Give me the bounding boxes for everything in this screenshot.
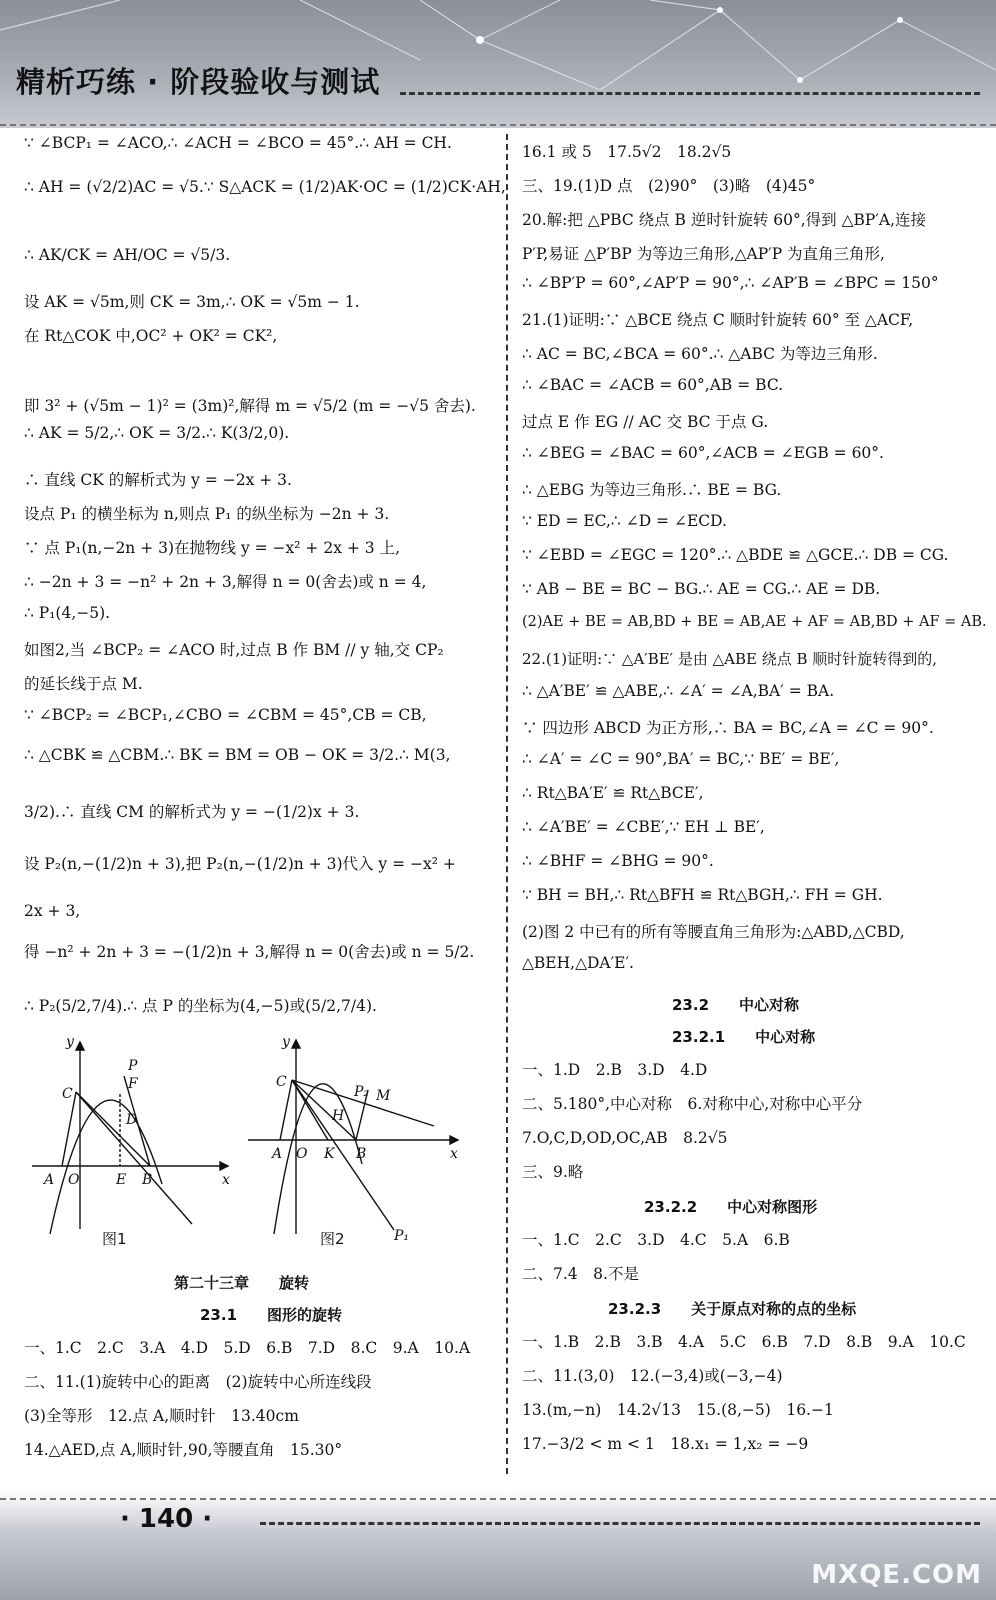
right-line: ∴ ∠A′ = ∠C = 90°,BA′ = BC,∵ BE′ = BE′, bbox=[522, 750, 840, 768]
fig2-label-a: A bbox=[272, 1146, 283, 1162]
left-line: ∵ ∠BCP₁ = ∠ACO,∴ ∠ACH = ∠BCO = 45°.∴ AH = CH. bbox=[24, 134, 452, 152]
left-line: ∴ AK = 5/2,∴ OK = 3/2.∴ K(3/2,0). bbox=[24, 424, 290, 442]
right-line: ∴ △A′BE′ ≌ △ABE,∴ ∠A′ = ∠A,BA′ = BA. bbox=[522, 682, 835, 700]
section-title: 23.1 图形的旋转 bbox=[200, 1306, 343, 1324]
right-line: 22.(1)证明:∵ △A′BE′ 是由 △ABE 绕点 B 顺时针旋转得到的, bbox=[522, 650, 938, 668]
left-line: 2x + 3, bbox=[24, 902, 81, 920]
answer-line: 7.O,C,D,OD,OC,AB 8.2√5 bbox=[522, 1129, 728, 1147]
answer-line: 14.△AED,点 A,顺时针,90,等腰直角 15.30° bbox=[24, 1441, 343, 1459]
right-line: △BEH,△DA′E′. bbox=[522, 954, 634, 972]
fig1-label-o: O bbox=[68, 1172, 80, 1188]
page-header bbox=[0, 0, 996, 128]
header-dash-rule bbox=[400, 92, 980, 95]
left-line: ∵ ∠BCP₂ = ∠BCP₁,∠CBO = ∠CBM = 45°,CB = CB, bbox=[24, 706, 427, 724]
right-line: ∵ BH = BH,∴ Rt△BFH ≌ Rt△BGH,∴ FH = GH. bbox=[522, 886, 883, 904]
left-line: ∵ 点 P₁(n,−2n + 3)在抛物线 y = −x² + 2x + 3 上, bbox=[24, 539, 401, 557]
section-title: 23.2 中心对称 bbox=[672, 996, 800, 1014]
footer-dash-rule bbox=[260, 1522, 980, 1525]
right-line: ∴ ∠BEG = ∠BAC = 60°,∠ACB = ∠EGB = 60°. bbox=[522, 444, 884, 462]
right-line: 三、19.(1)D 点 (2)90° (3)略 (4)45° bbox=[522, 177, 816, 195]
left-line: ∴ −2n + 3 = −n² + 2n + 3,解得 n = 0(舍去)或 n = 4, bbox=[24, 573, 427, 591]
left-line: ∴ AK/CK = AH/OC = √5/3. bbox=[24, 246, 231, 264]
left-line: 设 AK = √5m,则 CK = 3m,∴ OK = √5m − 1. bbox=[24, 293, 360, 311]
fig2-label-p2: P₂ bbox=[354, 1084, 370, 1100]
page-number: · 140 · bbox=[120, 1504, 213, 1534]
watermark-text: MXQE.COM bbox=[811, 1560, 982, 1590]
right-line: ∴ Rt△BA′E′ ≌ Rt△BCE′, bbox=[522, 784, 704, 802]
left-line: 设点 P₁ 的横坐标为 n,则点 P₁ 的纵坐标为 −2n + 3. bbox=[24, 505, 390, 523]
left-line: ∴ △CBK ≌ △CBM.∴ BK = BM = OB − OK = 3/2.∴ M(3, bbox=[24, 746, 451, 764]
header-title: 精析巧练 · 阶段验收与测试 bbox=[16, 65, 381, 99]
fig2-label-b: B bbox=[356, 1146, 367, 1162]
right-line: 16.1 或 5 17.5√2 18.2√5 bbox=[522, 143, 732, 161]
fig2-label-h: H bbox=[332, 1108, 345, 1124]
chapter-title: 第二十三章 旋转 bbox=[174, 1274, 310, 1292]
column-divider bbox=[506, 134, 508, 1474]
left-line: ∴ 直线 CK 的解析式为 y = −2x + 3. bbox=[24, 471, 292, 489]
fig1-label-d: D bbox=[126, 1112, 138, 1128]
answer-line: 二、11.(3,0) 12.(−3,4)或(−3,−4) bbox=[522, 1367, 783, 1385]
subsection-title: 23.2.3 关于原点对称的点的坐标 bbox=[608, 1300, 857, 1318]
right-line: 20.解:把 △PBC 绕点 B 逆时针旋转 60°,得到 △BP′A,连接 bbox=[522, 211, 926, 229]
right-line: P′P,易证 △P′BP 为等边三角形,△AP′P 为直角三角形, bbox=[522, 245, 885, 263]
answer-line: 13.(m,−n) 14.2√13 15.(8,−5) 16.−1 bbox=[522, 1401, 834, 1419]
answer-line: 17.−3/2 < m < 1 18.x₁ = 1,x₂ = −9 bbox=[522, 1435, 809, 1453]
fig2-label-k: K bbox=[324, 1146, 335, 1162]
right-line: ∴ △EBG 为等边三角形.∴ BE = BG. bbox=[522, 481, 782, 499]
right-line: ∴ ∠A′BE′ = ∠CBE′,∵ EH ⊥ BE′, bbox=[522, 818, 765, 836]
figure-1 bbox=[32, 1034, 242, 1234]
fig1-label-c: C bbox=[62, 1086, 73, 1102]
fig1-label-y: y bbox=[66, 1034, 74, 1050]
fig1-label-a: A bbox=[44, 1172, 55, 1188]
right-line: ∵ ∠EBD = ∠EGC = 120°.∴ △BDE ≌ △GCE.∴ DB = CG. bbox=[522, 546, 949, 564]
fig2-label-x: x bbox=[450, 1146, 458, 1162]
answer-line: (3)全等形 12.点 A,顺时针 13.40cm bbox=[24, 1407, 299, 1425]
left-line: 在 Rt△COK 中,OC² + OK² = CK², bbox=[24, 327, 278, 345]
fig2-label-y: y bbox=[282, 1034, 290, 1050]
answer-line: 二、7.4 8.不是 bbox=[522, 1265, 639, 1283]
answer-line: 一、1.B 2.B 3.B 4.A 5.C 6.B 7.D 8.B 9.A 10.C bbox=[522, 1333, 966, 1351]
left-line: 如图2,当 ∠BCP₂ = ∠ACO 时,过点 B 作 BM // y 轴,交 CP₂ bbox=[24, 641, 444, 659]
right-line: ∴ ∠BP′P = 60°,∠AP′P = 90°,∴ ∠AP′B = ∠BPC = 150° bbox=[522, 274, 939, 292]
figure-1-caption: 图1 bbox=[102, 1230, 127, 1248]
answer-line: 二、11.(1)旋转中心的距离 (2)旋转中心所连线段 bbox=[24, 1373, 372, 1391]
subsection-title: 23.2.2 中心对称图形 bbox=[644, 1198, 818, 1216]
left-line: 设 P₂(n,−(1/2)n + 3),把 P₂(n,−(1/2)n + 3)代入 y = −x² + bbox=[24, 855, 456, 873]
right-line: 过点 E 作 EG // AC 交 BC 于点 G. bbox=[522, 413, 769, 431]
fig1-label-b: B bbox=[142, 1172, 153, 1188]
left-line: ∴ AH = (√2/2)AC = √5.∵ S△ACK = (1/2)AK·OC = (1/2)CK·AH, bbox=[24, 178, 506, 196]
right-line: ∵ AB − BE = BC − BG.∴ AE = CG.∴ AE = DB. bbox=[522, 580, 881, 598]
answer-line: 三、9.略 bbox=[522, 1163, 584, 1181]
right-line: (2)AE + BE = AB,BD + BE = AB,AE + AF = AB,BD + AF = AB. bbox=[522, 614, 987, 630]
right-line: ∵ ED = EC,∴ ∠D = ∠ECD. bbox=[522, 512, 727, 530]
answer-line: 一、1.C 2.C 3.A 4.D 5.D 6.B 7.D 8.C 9.A 10.A bbox=[24, 1339, 471, 1357]
right-line: ∴ ∠BHF = ∠BHG = 90°. bbox=[522, 852, 714, 870]
fig2-label-o: O bbox=[296, 1146, 308, 1162]
right-line: (2)图 2 中已有的所有等腰直角三角形为:△ABD,△CBD, bbox=[522, 923, 905, 941]
fig1-label-e: E bbox=[116, 1172, 127, 1188]
fig1-label-f: F bbox=[128, 1076, 138, 1092]
header-dash-rule-secondary bbox=[0, 124, 996, 126]
fig2-label-c: C bbox=[276, 1074, 287, 1090]
right-line: ∵ 四边形 ABCD 为正方形,∴ BA = BC,∠A = ∠C = 90°. bbox=[522, 719, 934, 737]
answer-line: 一、1.C 2.C 3.D 4.C 5.A 6.B bbox=[522, 1231, 790, 1249]
left-line: 即 3² + (√5m − 1)² = (3m)²,解得 m = √5/2 (m = −√5 舍去). bbox=[24, 397, 476, 415]
left-line: 的延长线于点 M. bbox=[24, 675, 143, 693]
subsection-title: 23.2.1 中心对称 bbox=[672, 1028, 816, 1046]
left-line: ∴ P₁(4,−5). bbox=[24, 604, 111, 622]
left-line: 得 −n² + 2n + 3 = −(1/2)n + 3,解得 n = 0(舍去)或 n = 5/2. bbox=[24, 943, 475, 961]
fig2-label-p1: P₁ bbox=[394, 1228, 410, 1244]
left-line: 3/2).∴ 直线 CM 的解析式为 y = −(1/2)x + 3. bbox=[24, 803, 360, 821]
figure-2 bbox=[244, 1034, 484, 1244]
right-line: ∴ ∠BAC = ∠ACB = 60°,AB = BC. bbox=[522, 376, 784, 394]
answer-line: 二、5.180°,中心对称 6.对称中心,对称中心平分 bbox=[522, 1095, 863, 1113]
figure-2-caption: 图2 bbox=[320, 1230, 345, 1248]
right-line: 21.(1)证明:∵ △BCE 绕点 C 顺时针旋转 60° 至 △ACF, bbox=[522, 311, 914, 329]
fig1-label-p: P bbox=[128, 1058, 138, 1074]
answer-line: 一、1.D 2.B 3.D 4.D bbox=[522, 1061, 708, 1079]
fig2-label-m: M bbox=[376, 1088, 391, 1104]
fig1-label-x: x bbox=[222, 1172, 230, 1188]
right-line: ∴ AC = BC,∠BCA = 60°.∴ △ABC 为等边三角形. bbox=[522, 345, 878, 363]
footer-dash-rule-secondary bbox=[0, 1498, 996, 1500]
left-line: ∴ P₂(5/2,7/4).∴ 点 P 的坐标为(4,−5)或(5/2,7/4). bbox=[24, 997, 377, 1015]
